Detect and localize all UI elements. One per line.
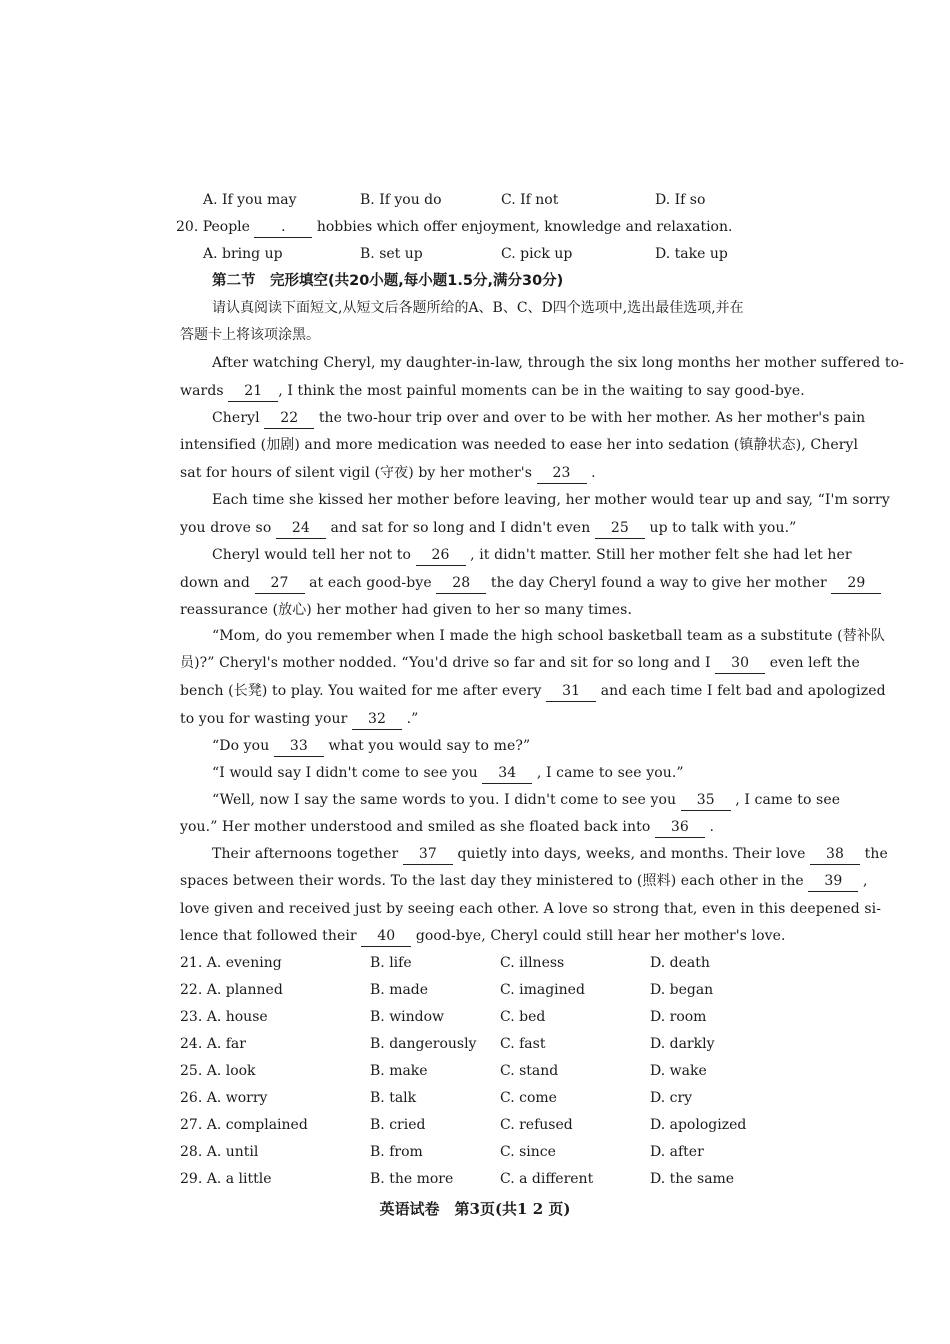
- passage-line: “Do you 33 what you would say to me?”: [212, 736, 530, 757]
- passage-line: lence that followed their 40 good-bye, Cheryl could still hear her mother's love.: [180, 926, 786, 947]
- option-24-b: B. dangerously: [370, 1036, 477, 1052]
- option-21-a: 21. A. evening: [180, 955, 282, 971]
- option-27-d: D. apologized: [650, 1117, 747, 1133]
- q20-option-b: B. set up: [360, 246, 423, 262]
- option-27-a: 27. A. complained: [180, 1117, 308, 1133]
- blank-25: 25: [595, 518, 645, 539]
- q19-option-c: C. If not: [501, 192, 559, 208]
- passage-line: “Mom, do you remember when I made the high school basketball team as a substitute (替补队: [212, 628, 886, 644]
- q19-option-d: D. If so: [655, 192, 706, 208]
- option-24-a: 24. A. far: [180, 1036, 246, 1052]
- option-24-d: D. darkly: [650, 1036, 715, 1052]
- option-25-c: C. stand: [500, 1063, 559, 1079]
- option-22-c: C. imagined: [500, 982, 585, 998]
- blank-30: 30: [715, 653, 765, 674]
- passage-line: intensified (加剧) and more medication was needed to ease her into sedation (镇静状态), Cheryl: [180, 437, 859, 453]
- blank-32: 32: [352, 709, 402, 730]
- passage-line: you.” Her mother understood and smiled as she floated back into 36 .: [180, 817, 714, 838]
- option-23-d: D. room: [650, 1009, 707, 1025]
- page-footer: 英语试卷 第3页(共1 2 页): [379, 1200, 571, 1218]
- option-29-b: B. the more: [370, 1171, 454, 1187]
- passage-line: you drove so 24 and sat for so long and I didn't even 25 up to talk with you.”: [180, 518, 796, 539]
- blank-26: 26: [416, 545, 466, 566]
- option-21-d: D. death: [650, 955, 710, 971]
- passage-line: Cheryl 22 the two-hour trip over and over to be with her mother. As her mother's pain: [212, 408, 865, 429]
- option-26-a: 26. A. worry: [180, 1090, 268, 1106]
- option-29-d: D. the same: [650, 1171, 735, 1187]
- passage-line: to you for wasting your 32 .”: [180, 709, 418, 730]
- q20-option-a: A. bring up: [203, 246, 283, 262]
- q19-option-b: B. If you do: [360, 192, 442, 208]
- passage-line: Their afternoons together 37 quietly into days, weeks, and months. Their love 38 the: [212, 844, 888, 865]
- option-25-b: B. make: [370, 1063, 428, 1079]
- section-title: 第二节 完形填空(共20小题,每小题1.5分,满分30分): [212, 273, 564, 289]
- option-22-b: B. made: [370, 982, 429, 998]
- blank-22: 22: [264, 408, 314, 429]
- passage-line: down and 27 at each good-bye 28 the day Cheryl found a way to give her mother 29: [180, 573, 881, 594]
- option-26-d: D. cry: [650, 1090, 693, 1106]
- passage-line: “I would say I didn't come to see you 34 , I came to see you.”: [212, 763, 684, 784]
- option-23-a: 23. A. house: [180, 1009, 268, 1025]
- passage-line: love given and received just by seeing each other. A love so strong that, even in this deepened si-: [180, 901, 882, 917]
- blank-36: 36: [655, 817, 705, 838]
- passage-line: reassurance (放心) her mother had given to her so many times.: [180, 602, 633, 618]
- blank-40: 40: [361, 926, 411, 947]
- option-22-a: 22. A. planned: [180, 982, 283, 998]
- option-28-b: B. from: [370, 1144, 423, 1160]
- option-26-b: B. talk: [370, 1090, 417, 1106]
- section-instruction-1: 请认真阅读下面短文,从短文后各题所给的A、B、C、D四个选项中,选出最佳选项,并在: [212, 300, 744, 316]
- option-25-d: D. wake: [650, 1063, 707, 1079]
- passage-line: sat for hours of silent vigil (守夜) by her mother's 23 .: [180, 463, 596, 484]
- option-23-c: C. bed: [500, 1009, 546, 1025]
- option-28-d: D. after: [650, 1144, 704, 1160]
- passage-line: 员)?” Cheryl's mother nodded. “You'd drive so far and sit for so long and I 30 even left the: [180, 653, 860, 674]
- option-28-a: 28. A. until: [180, 1144, 259, 1160]
- passage-line: spaces between their words. To the last day they ministered to (照料) each other in the 39 ,: [180, 871, 868, 892]
- passage-line: wards 21 , I think the most painful moments can be in the waiting to say good-bye.: [180, 381, 805, 402]
- blank-37: 37: [403, 844, 453, 865]
- passage-line: Cheryl would tell her not to 26 , it didn't matter. Still her mother felt she had let her: [212, 545, 852, 566]
- blank-27: 27: [255, 573, 305, 594]
- option-21-b: B. life: [370, 955, 412, 971]
- section-instruction-2: 答题卡上将该项涂黑。: [180, 327, 320, 343]
- blank-39: 39: [808, 871, 858, 892]
- blank-35: 35: [681, 790, 731, 811]
- q20-option-d: D. take up: [655, 246, 728, 262]
- blank-34: 34: [482, 763, 532, 784]
- blank-38: 38: [810, 844, 860, 865]
- blank-23: 23: [537, 463, 587, 484]
- option-27-b: B. cried: [370, 1117, 426, 1133]
- option-29-c: C. a different: [500, 1171, 594, 1187]
- q19-option-a: A. If you may: [203, 192, 297, 208]
- option-24-c: C. fast: [500, 1036, 546, 1052]
- option-25-a: 25. A. look: [180, 1063, 256, 1079]
- blank-31: 31: [546, 681, 596, 702]
- q20-stem: 20. People . hobbies which offer enjoyment, knowledge and relaxation.: [176, 217, 732, 238]
- q20-option-c: C. pick up: [501, 246, 573, 262]
- blank-24: 24: [276, 518, 326, 539]
- option-28-c: C. since: [500, 1144, 556, 1160]
- option-21-c: C. illness: [500, 955, 565, 971]
- option-27-c: C. refused: [500, 1117, 573, 1133]
- blank-28: 28: [436, 573, 486, 594]
- passage-line: Each time she kissed her mother before leaving, her mother would tear up and say, “I'm sorry: [212, 492, 890, 508]
- passage-line: After watching Cheryl, my daughter-in-law, through the six long months her mother suffered to-: [212, 355, 904, 371]
- option-29-a: 29. A. a little: [180, 1171, 272, 1187]
- passage-line: bench (长凳) to play. You waited for me after every 31 and each time I felt bad and apologized: [180, 681, 886, 702]
- option-23-b: B. window: [370, 1009, 445, 1025]
- blank-29: 29: [831, 573, 881, 594]
- option-22-d: D. began: [650, 982, 714, 998]
- q20-blank: .: [254, 217, 312, 238]
- blank-21: 21: [228, 381, 278, 402]
- passage-line: “Well, now I say the same words to you. I didn't come to see you 35 , I came to see: [212, 790, 840, 811]
- blank-33: 33: [274, 736, 324, 757]
- option-26-c: C. come: [500, 1090, 557, 1106]
